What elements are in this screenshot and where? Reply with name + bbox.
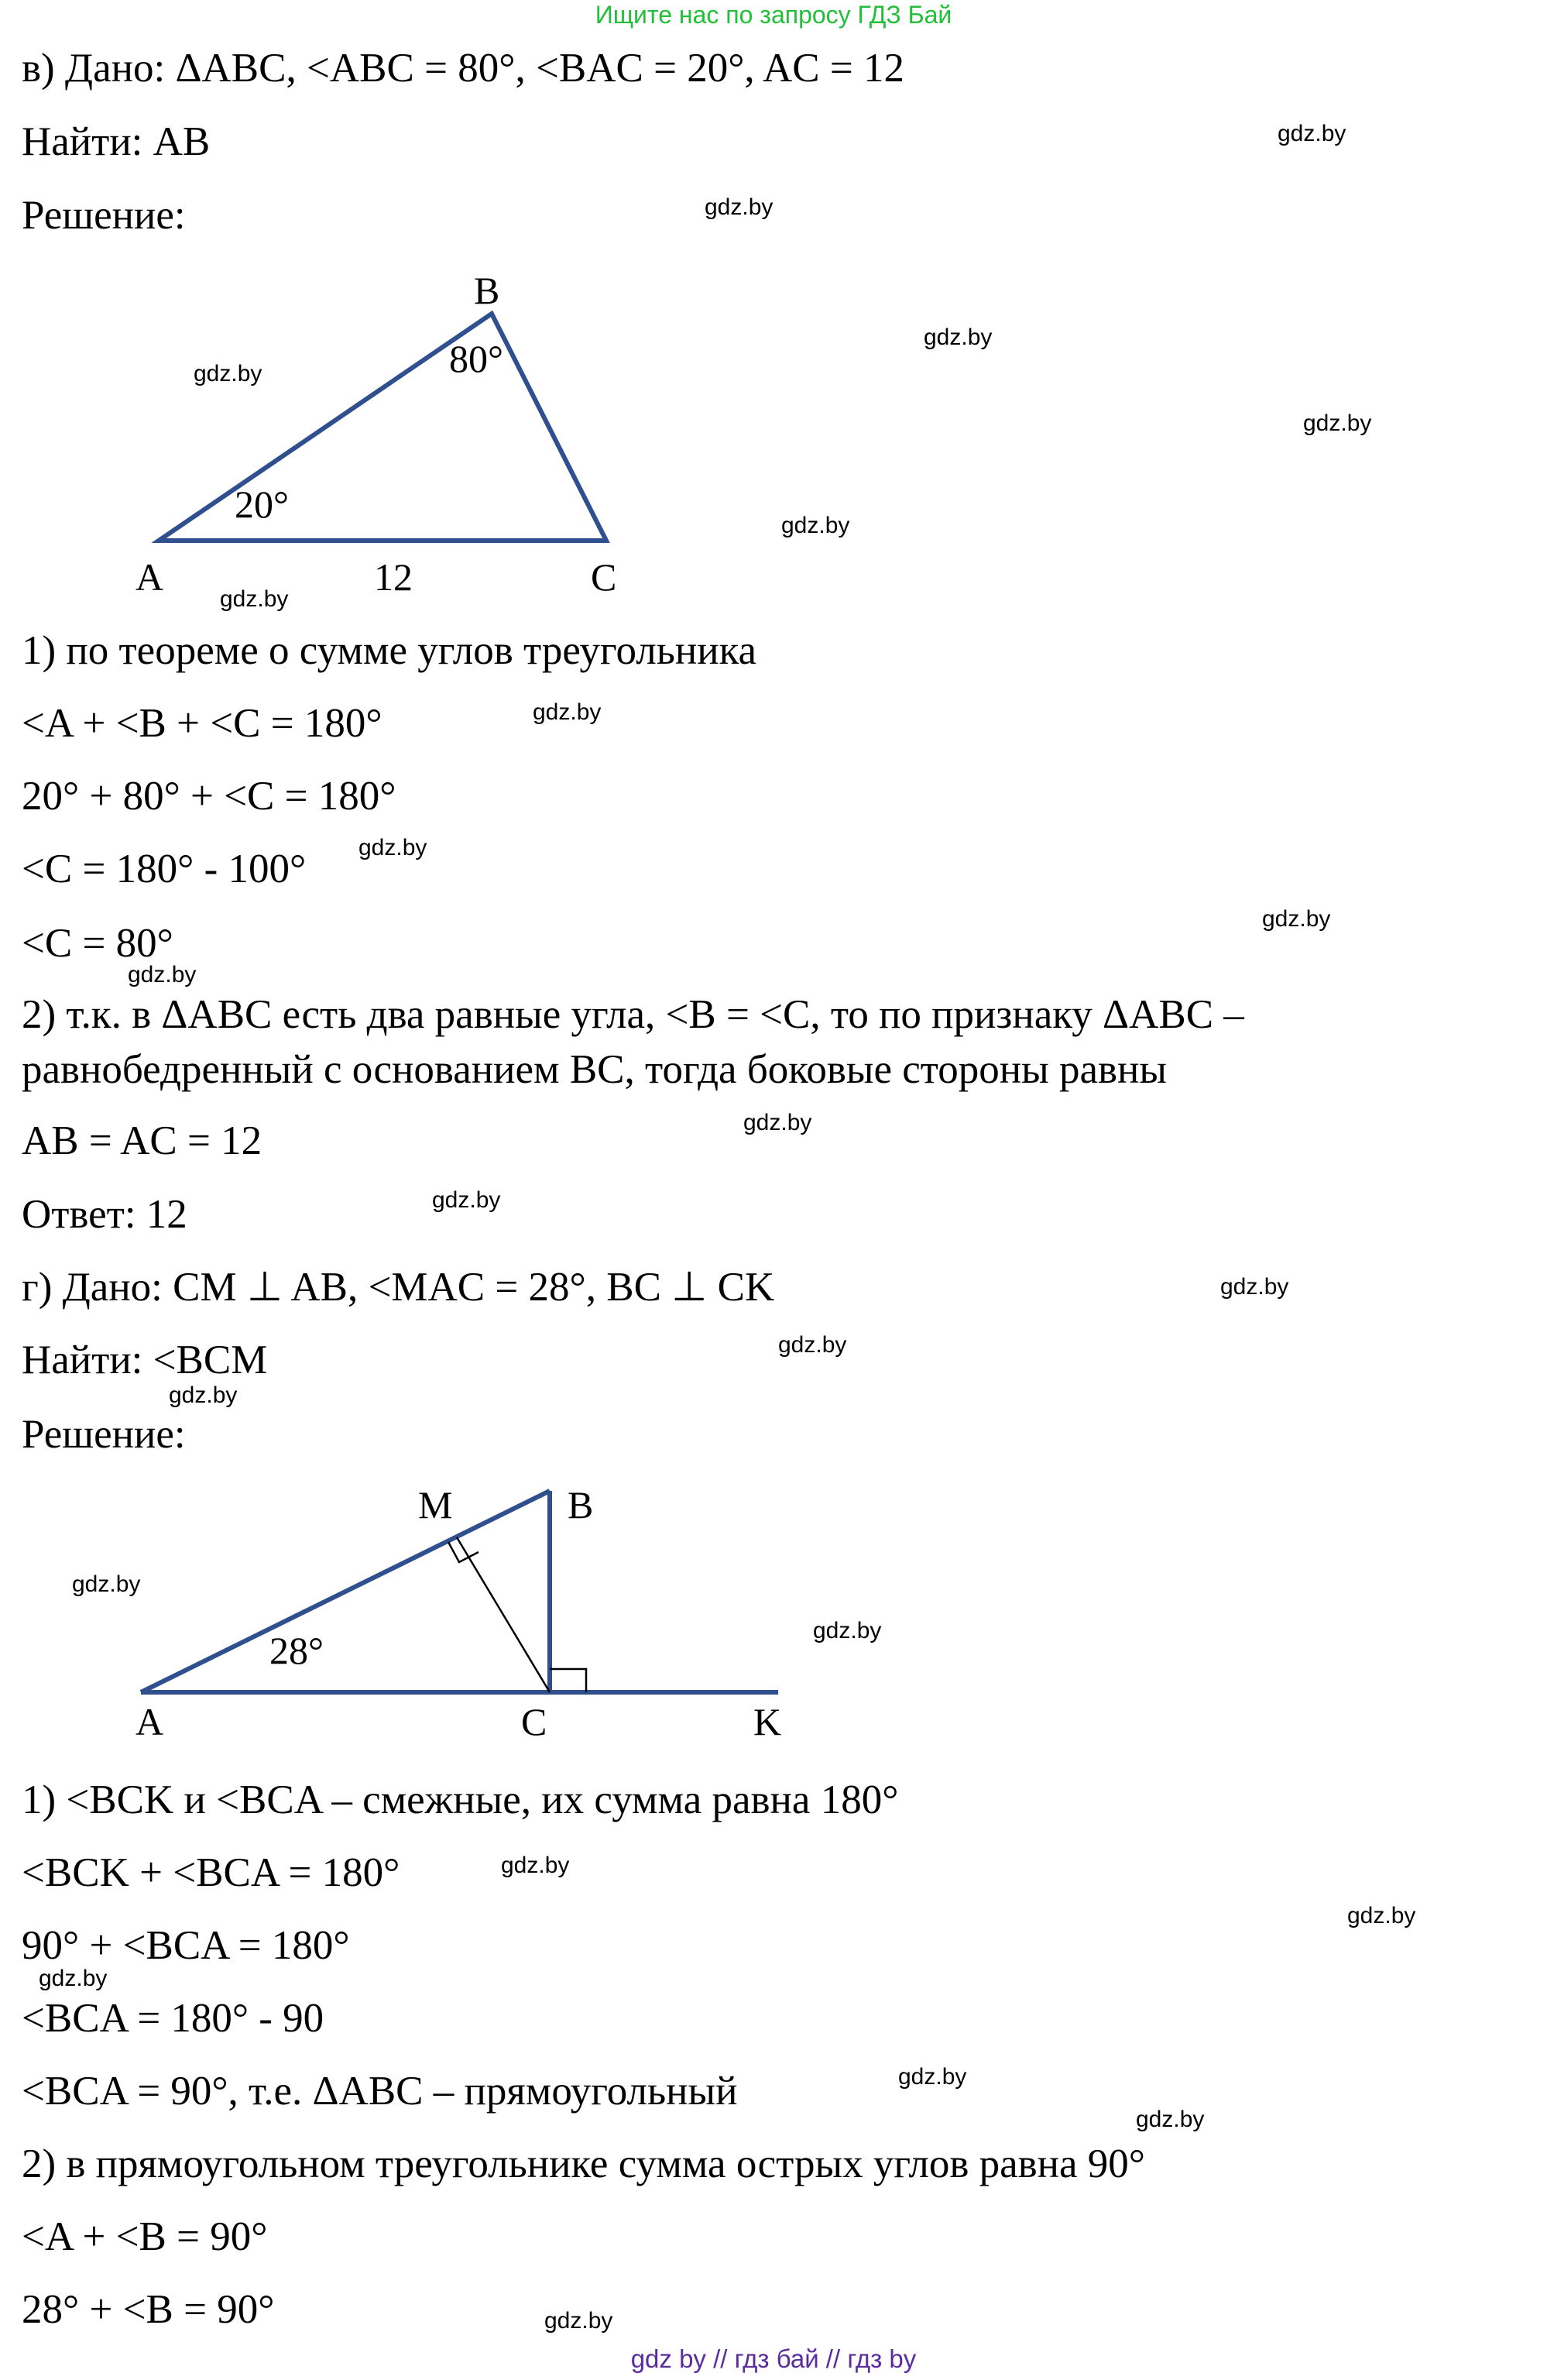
watermark: gdz.by [778,1332,847,1358]
find-g: Найти: <BCM [22,1338,268,1382]
label-c-g: C [521,1700,547,1743]
watermark: gdz.by [813,1618,882,1643]
step1-g: 1) <BCK и <BCA – смежные, их сумма равна 180° [22,1777,899,1822]
watermark: gdz.by [743,1110,812,1135]
watermark: gdz.by [432,1187,501,1213]
watermark: gdz.by [1262,906,1331,932]
eq6-g: 28° + <B = 90° [22,2287,275,2332]
eq2-g: 90° + <BCA = 180° [22,1923,350,1968]
right-angle-c [550,1669,586,1692]
watermark: gdz.by [169,1382,238,1408]
angle-a-g: 28° [269,1629,324,1672]
triangle-abc [159,314,606,541]
side-ac-v: 12 [374,555,413,599]
watermark: gdz.by [533,699,602,725]
right-angle-m [448,1542,479,1562]
label-a-v: A [135,555,164,599]
watermark: gdz.by [220,586,289,612]
label-b-v: B [474,269,500,312]
line-cm [457,1537,550,1692]
watermark: gdz.by [358,835,427,860]
eq4-g: <BCA = 90°, т.е. ΔABC – прямоугольный [22,2069,738,2114]
watermark: gdz.by [501,1853,570,1878]
watermark: gdz.by [705,194,774,220]
angle-b-v: 80° [449,337,503,380]
eq4-v: <C = 80° [22,921,173,966]
find-v: Найти: AB [22,119,211,164]
answer-v: Ответ: 12 [22,1192,187,1237]
eq5-v: AB = AC = 12 [22,1118,262,1163]
eq5-g: <A + <B = 90° [22,2214,268,2259]
label-b-g: B [568,1483,594,1527]
step1-v: 1) по теореме о сумме углов треугольника [22,628,757,673]
solution-label-g: Решение: [22,1412,186,1457]
step2-g: 2) в прямоугольном треугольнике сумма острых углов равна 90° [22,2141,1145,2186]
angle-a-v: 20° [235,483,289,526]
solution-label-v: Решение: [22,193,186,238]
given-v: в) Дано: ΔABC, <ABC = 80°, <BAC = 20°, AC = 12 [22,46,904,91]
label-k-g: K [753,1700,782,1743]
eq3-v: <C = 180° - 100° [22,847,307,891]
watermark: gdz.by [39,1966,108,1991]
eq2-v: 20° + 80° + <C = 180° [22,774,396,819]
given-g: г) Дано: CM ⊥ AB, <MAC = 28°, BC ⊥ CK [22,1265,775,1310]
watermark: gdz.by [72,1571,141,1597]
eq3-g: <BCA = 180° - 90 [22,1996,324,2041]
watermark: gdz.by [1136,2107,1205,2132]
watermark: gdz.by [1278,121,1346,146]
label-c-v: C [591,555,617,599]
watermark: gdz.by [924,325,993,350]
watermark: gdz.by [194,361,262,386]
watermark: gdz.by [128,962,197,987]
step2-line2-v: равнобедренный с основанием BC, тогда боковые стороны равны [22,1047,1167,1092]
watermark: gdz.by [898,2064,967,2090]
watermark: gdz.by [1347,1903,1416,1928]
label-a-g: A [135,1700,164,1743]
step2-line1-v: 2) т.к. в ΔABC есть два равные угла, <B = <C, то по признаку ΔABC – [22,992,1244,1037]
eq1-v: <A + <B + <C = 180° [22,701,382,746]
footer-links[interactable]: gdz by // гдз бай // гдз by [630,2344,917,2373]
eq1-g: <BCK + <BCA = 180° [22,1850,400,1895]
watermark: gdz.by [781,513,850,538]
search-banner[interactable]: Ищите нас по запросу ГДЗ Бай [595,1,952,29]
watermark: gdz.by [544,2308,613,2334]
label-m-g: M [418,1483,453,1527]
watermark: gdz.by [1220,1274,1289,1300]
watermark: gdz.by [1303,410,1372,436]
